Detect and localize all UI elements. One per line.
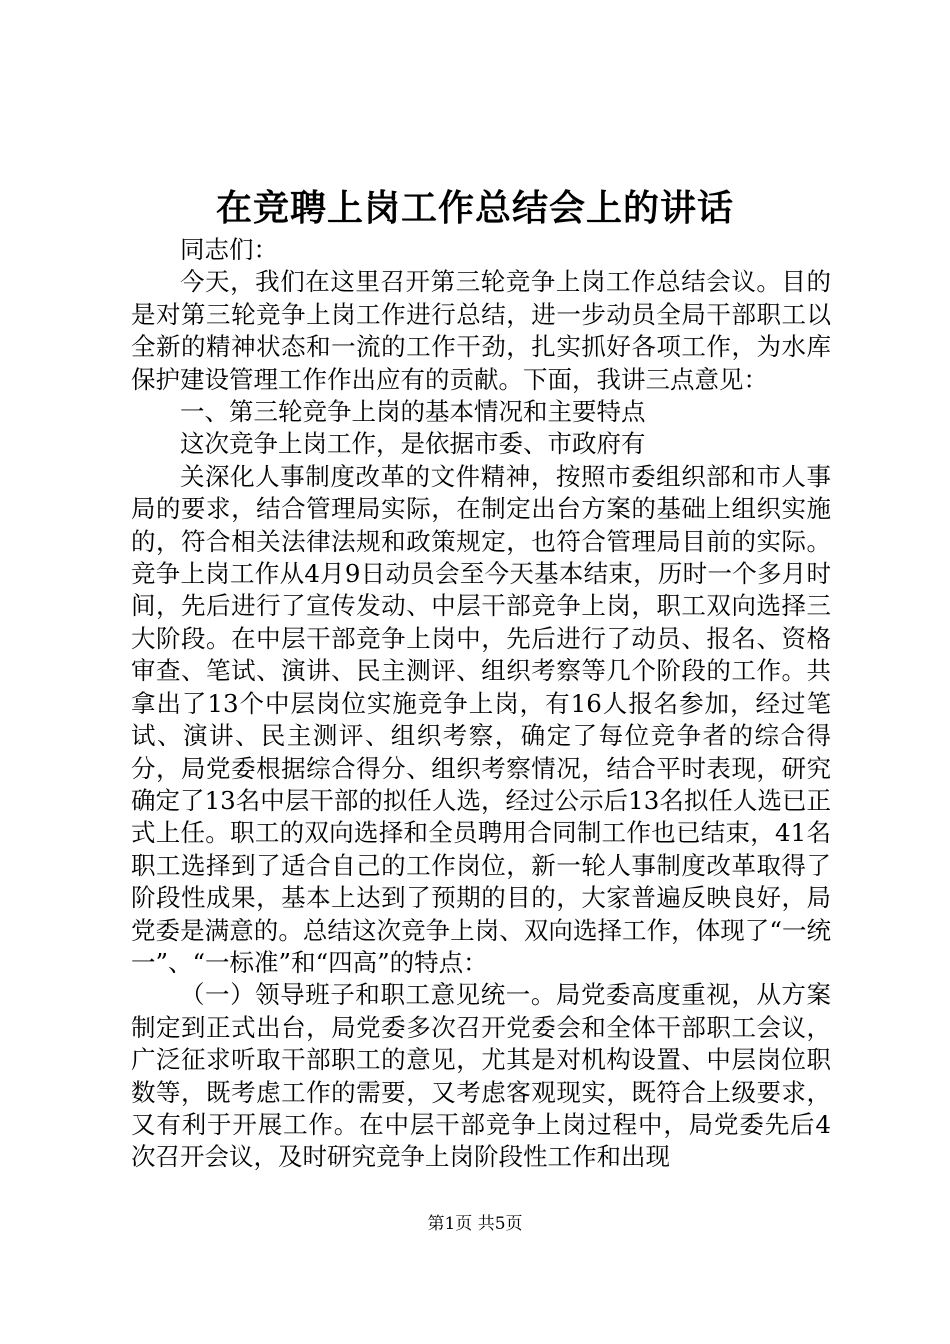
document-body <box>131 234 831 1174</box>
page-number-footer: 第1页 共5页 <box>427 1214 523 1234</box>
document-title: 在竞聘上岗工作总结会上的讲话 <box>215 187 734 229</box>
body-paragraph: 这次竞争上岗工作，是依据市委、市政府有 <box>180 429 646 459</box>
section-heading-1: 一、第三轮竞争上岗的基本情况和主要特点 <box>180 397 646 427</box>
intro-paragraph: 今天，我们在这里召开第三轮竞争上岗工作总结会议。目的是对第三轮竞争上岗工作进行总结，进一步动员全局干部职工以全新的精神状态和一流的工作干劲，扎实抓好各项工作，为水库保护建设管理工作作出应有的贡献。下面，我讲三点意见： <box>131 267 831 394</box>
salutation-paragraph: 同志们： <box>180 235 278 264</box>
body-paragraph: 关深化人事制度改革的文件精神，按照市委组织部和市人事局的要求，结合管理局实际，在制定出台方案的基础上组织实施的，符合相关法律法规和政策规定，也符合管理局目前的实际。竞争上岗工作从4月9日动员会至今天基本结束，历时一个多月时间，先后进行了宣传发动、中层干部竞争上岗，职工双向选择三大阶段。在中层干部竞争上岗中，先后进行了动员、报名、资格审查、笔试、演讲、民主测评、组织考察等几个阶段的工作。共拿出了13个中层岗位实施竞争上岗，有16人报名参加，经过笔试、演讲、民主测评、组织考察，确定了每位竞争者的综合得分，局党委根据综合得分、组织考察情况，结合平时表现，研究确定了13名中层干部的拟任人选，经过公示后13名拟任人选已正式上任。职工的双向选择和全员聘用合同制工作也已结束，41名职工选择到了适合自己的工作岗位，新一轮人事制度改革取得了阶段性成果，基本上达到了预期的目的，大家普遍反映良好，局党委是满意的。总结这次竞争上岗、双向选择工作，体现了“一统一”、“一标准”和“四高”的特点： <box>131 461 831 977</box>
body-paragraph: （一）领导班子和职工意见统一。局党委高度重视，从方案制定到正式出台，局党委多次召开党委会和全体干部职工会议，广泛征求听取干部职工的意见，尤其是对机构设置、中层岗位职数等，既考虑工作的需要，又考虑客观现实，既符合上级要求，又有利于开展工作。在中层干部竞争上岗过程中，局党委先后4次召开会议，及时研究竞争上岗阶段性工作和出现 <box>131 980 831 1172</box>
